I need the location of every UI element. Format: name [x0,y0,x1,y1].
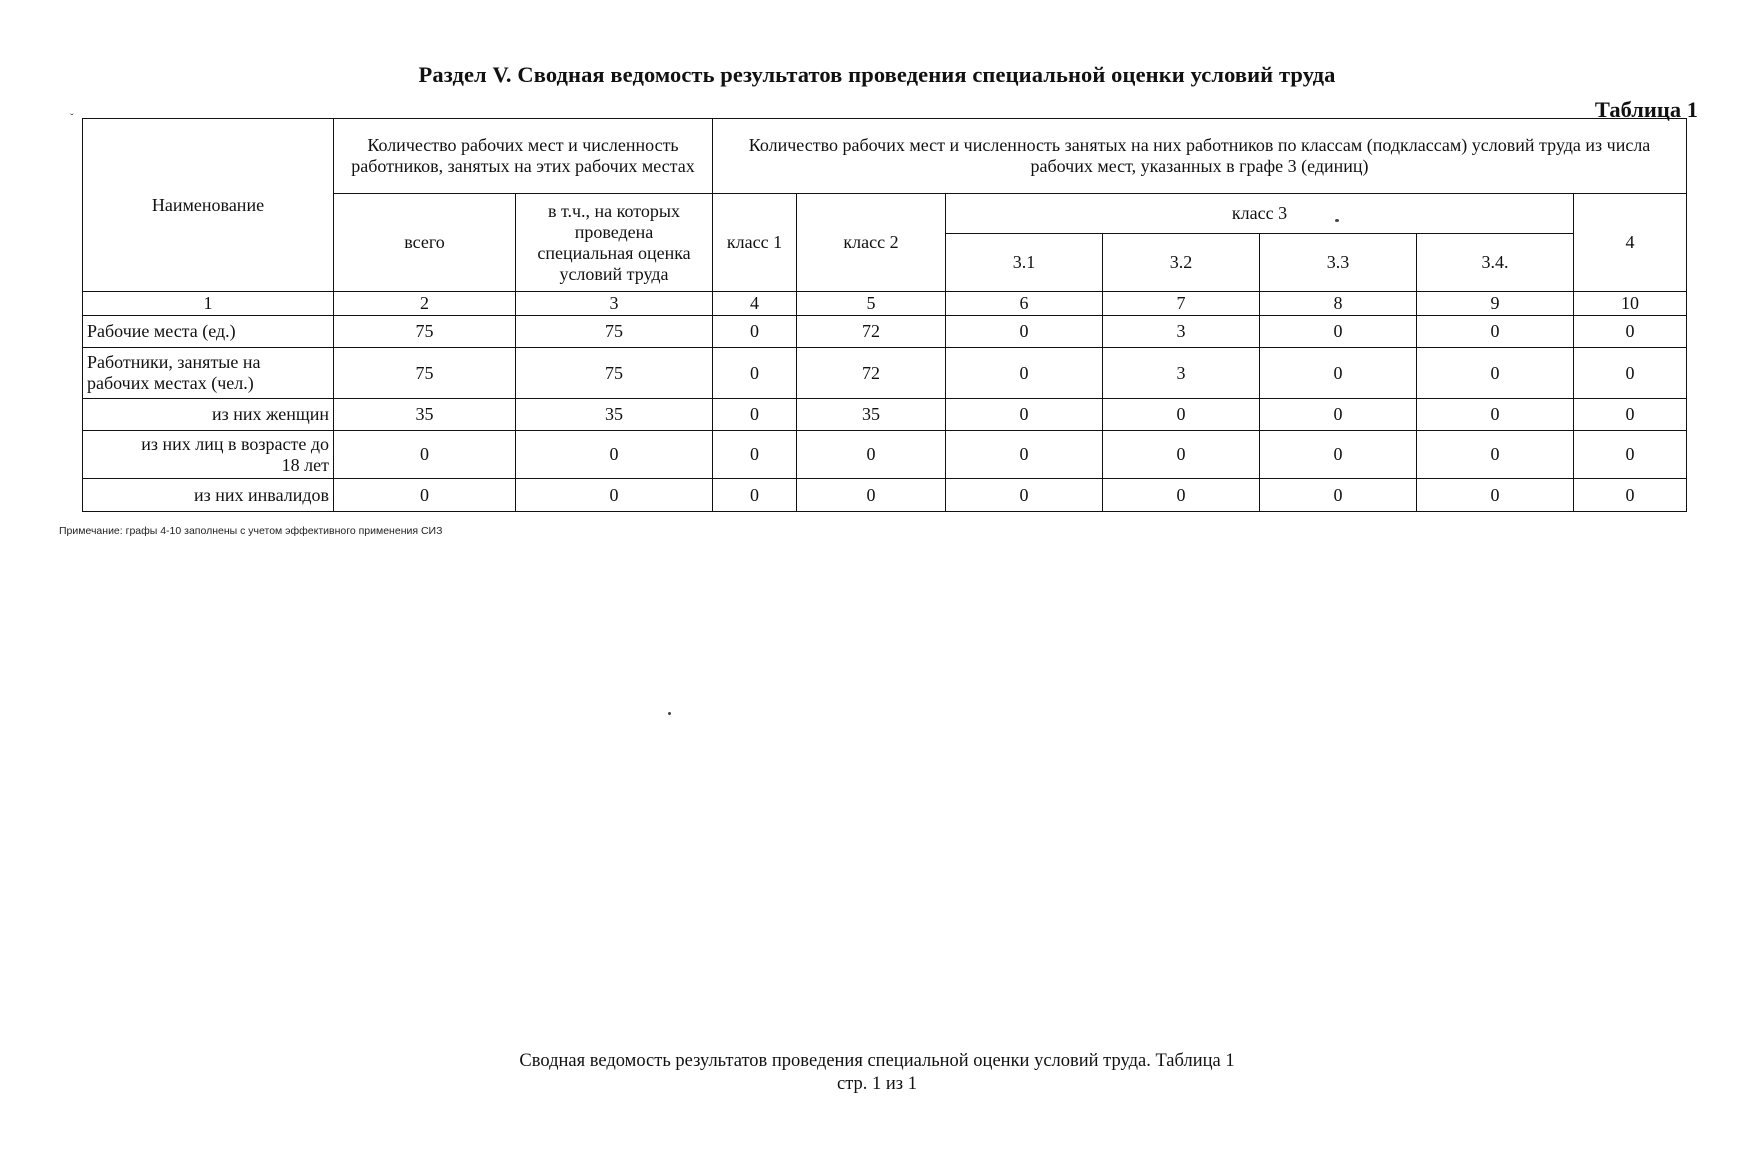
table-cell: 0 [516,431,713,479]
table-cell: 3 [1103,316,1260,348]
column-number: 3 [516,292,713,316]
column-number: 4 [713,292,797,316]
table-cell: 0 [1417,348,1574,399]
table-row [83,399,1687,431]
summary-table [82,118,1687,512]
row-label: из них женщин [83,399,334,431]
table-cell: 0 [797,479,946,512]
column-number: 10 [1574,292,1687,316]
footer-page-number: стр. 1 из 1 [837,1074,917,1094]
column-number: 5 [797,292,946,316]
table-cell: 0 [946,399,1103,431]
header-name: Наименование [83,119,334,292]
table-cell: 0 [713,479,797,512]
table-cell: 72 [797,348,946,399]
table-cell: 0 [1417,316,1574,348]
table-row [83,348,1687,399]
header-class4: 4 [1574,194,1687,292]
table-cell: 0 [1260,348,1417,399]
table-cell: 0 [1103,431,1260,479]
header-row-1 [83,119,1687,194]
table-cell: 0 [1574,479,1687,512]
column-number: 1 [83,292,334,316]
table-cell: 0 [946,316,1103,348]
header-group-classes: Количество рабочих мест и численность занятых на них работников по классам (подклассам) условий труда из числа рабочих мест, указанных в графе 3 (единиц) [713,119,1687,194]
table-cell: 0 [1417,479,1574,512]
table-cell: 0 [1574,399,1687,431]
table-cell: 75 [516,348,713,399]
column-number: 2 [334,292,516,316]
table-note: Примечание: графы 4-10 заполнены с учетом эффективного применения СИЗ [59,525,443,537]
table-cell: 0 [334,479,516,512]
page-footer [0,1050,1754,1096]
header-sub-3-2: 3.2 [1103,234,1260,292]
header-total: всего [334,194,516,292]
table-cell: 75 [334,316,516,348]
table-cell: 35 [516,399,713,431]
table-cell: 0 [1574,316,1687,348]
table-cell: 3 [1103,348,1260,399]
table-cell: 0 [713,431,797,479]
row-label: из них инвалидов [83,479,334,512]
table-cell: 0 [1103,399,1260,431]
table-cell: 0 [516,479,713,512]
table-cell: 0 [713,348,797,399]
table-cell: 0 [713,399,797,431]
table-cell: 0 [1260,479,1417,512]
table-cell: 0 [334,431,516,479]
table-cell: 72 [797,316,946,348]
header-assessed: в т.ч., на которых проведена специальная оценка условий труда [516,194,713,292]
table-cell: 0 [797,431,946,479]
row-label: Работники, занятые на рабочих местах (чел.) [83,348,334,399]
table-cell: 0 [1417,431,1574,479]
table-cell: 0 [1260,431,1417,479]
header-class3: класс 3 [946,194,1574,234]
column-number: 7 [1103,292,1260,316]
footer-title: Сводная ведомость результатов проведения специальной оценки условий труда. Таблица 1 [519,1051,1235,1071]
scan-speck [1335,219,1339,222]
header-sub-3-1: 3.1 [946,234,1103,292]
scan-mark: ˇ [70,112,74,124]
column-number: 8 [1260,292,1417,316]
scan-speck [668,712,671,715]
table-cell: 0 [1574,348,1687,399]
header-group-workplaces: Количество рабочих мест и численность работников, занятых на этих рабочих местах [334,119,713,194]
table-cell: 0 [1574,431,1687,479]
header-sub-3-4: 3.4. [1417,234,1574,292]
header-class2: класс 2 [797,194,946,292]
table-row [83,431,1687,479]
table-row [83,316,1687,348]
table-cell: 75 [516,316,713,348]
table-cell: 0 [1417,399,1574,431]
header-sub-3-3: 3.3 [1260,234,1417,292]
row-label: Рабочие места (ед.) [83,316,334,348]
page-title: Раздел V. Сводная ведомость результатов проведения специальной оценки условий труда [418,62,1336,87]
table-row [83,479,1687,512]
table-cell: 0 [946,431,1103,479]
table-cell: 0 [946,479,1103,512]
column-number: 9 [1417,292,1574,316]
column-number: 6 [946,292,1103,316]
header-class1: класс 1 [713,194,797,292]
table-cell: 0 [1260,399,1417,431]
table-cell: 0 [1260,316,1417,348]
table-label: Таблица 1 [1594,97,1698,122]
column-number-row [83,292,1687,316]
row-label: из них лиц в возрасте до 18 лет [83,431,334,479]
table-cell: 0 [946,348,1103,399]
table-cell: 0 [1103,479,1260,512]
table-cell: 0 [713,316,797,348]
table-cell: 75 [334,348,516,399]
table-cell: 35 [797,399,946,431]
table-cell: 35 [334,399,516,431]
